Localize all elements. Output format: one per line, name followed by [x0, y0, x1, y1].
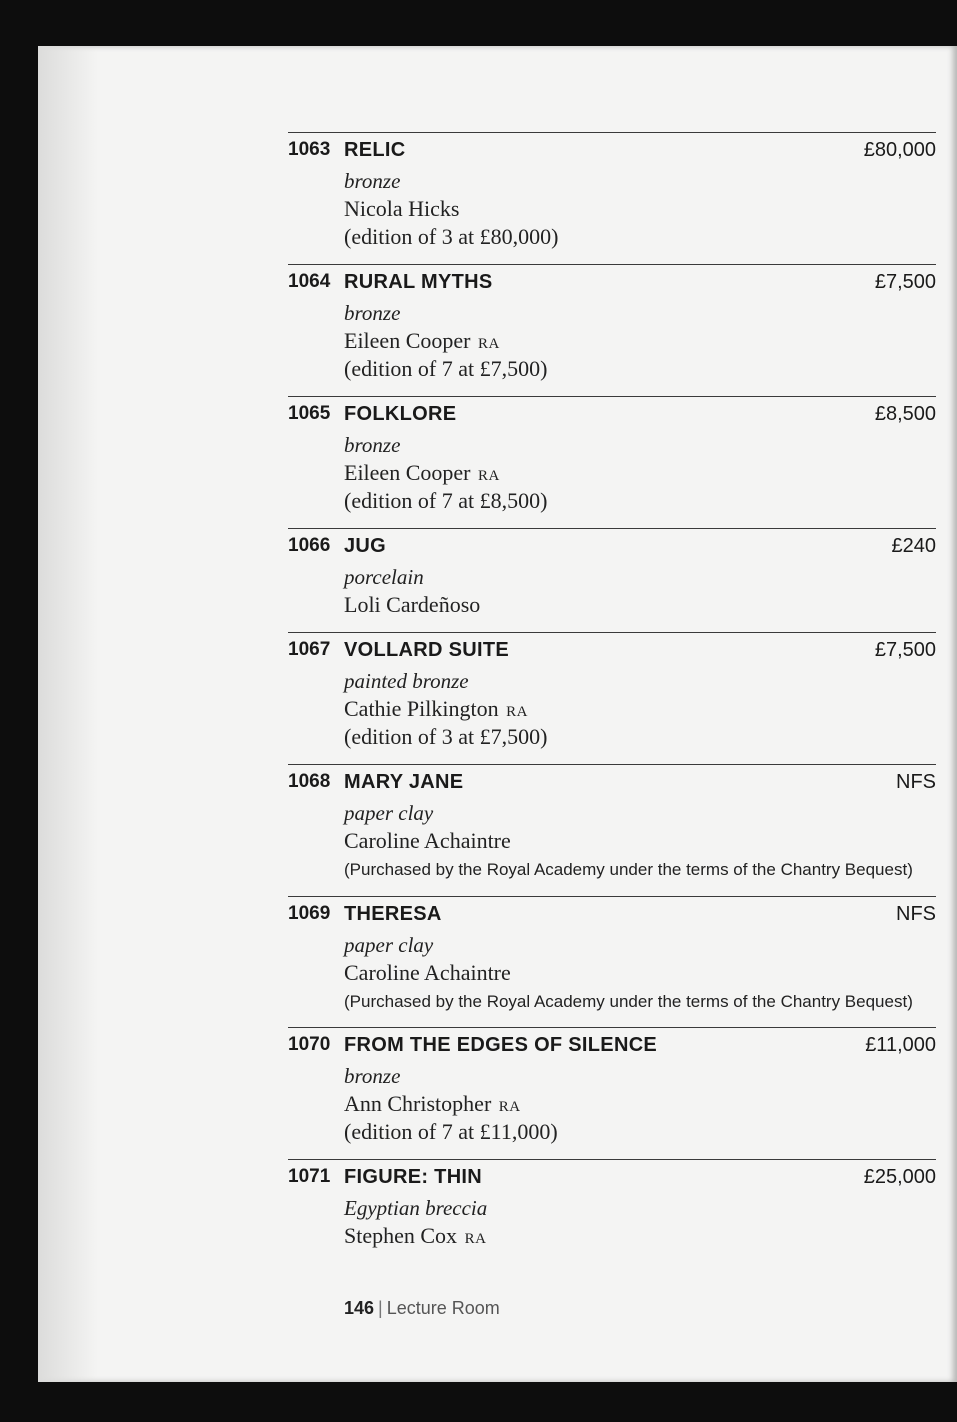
entry-edition: (edition of 3 at £7,500) — [344, 724, 548, 749]
entry-price: £7,500 — [874, 639, 936, 661]
entry-note: (Purchased by the Royal Academy under the terms of the Chantry Bequest) — [344, 992, 913, 1011]
entry-artist — [344, 592, 480, 618]
entry-number: 1064 — [288, 271, 331, 292]
catalogue-entry — [288, 632, 936, 749]
entry-price: NFS — [896, 771, 936, 793]
entry-medium: paper clay — [344, 933, 434, 957]
artist-name: Loli Cardeñoso — [344, 592, 481, 617]
entry-title: RELIC — [344, 139, 406, 161]
artist-name: Eileen Cooper — [344, 328, 471, 353]
artist-name: Eileen Cooper — [344, 460, 471, 485]
catalogue-page — [38, 46, 957, 1382]
page-number: 146 — [344, 1298, 375, 1318]
entry-medium: paper clay — [344, 801, 434, 825]
artist-name: Ann Christopher — [344, 1091, 492, 1116]
entry-number: 1065 — [288, 403, 331, 424]
entry-medium: Egyptian breccia — [344, 1196, 488, 1220]
footer-separator: | — [378, 1298, 383, 1318]
entry-edition: (edition of 7 at £11,000) — [344, 1119, 558, 1144]
catalogue-entry — [288, 764, 936, 879]
entry-number: 1067 — [288, 639, 331, 660]
artist-name: Nicola Hicks — [344, 196, 460, 221]
entry-medium: painted bronze — [344, 669, 469, 693]
entry-price: £240 — [891, 535, 936, 557]
entry-medium: porcelain — [344, 565, 424, 589]
entry-medium: bronze — [344, 301, 401, 325]
entry-title: FROM THE EDGES OF SILENCE — [344, 1034, 658, 1056]
entry-price: £25,000 — [863, 1166, 936, 1188]
entry-price: £8,500 — [874, 403, 936, 425]
entry-title: RURAL MYTHS — [344, 271, 493, 293]
entry-number: 1068 — [288, 771, 331, 792]
entry-artist — [344, 828, 511, 854]
artist-name: Cathie Pilkington — [344, 696, 499, 721]
catalogue-entry — [288, 528, 936, 617]
entry-number: 1063 — [288, 139, 331, 160]
ra-suffix: RA — [464, 1231, 487, 1247]
catalogue-entry — [288, 132, 936, 249]
catalogue-entry — [288, 896, 936, 1011]
entry-artist — [344, 696, 528, 722]
entry-medium: bronze — [344, 169, 401, 193]
artist-name: Caroline Achaintre — [344, 960, 511, 985]
entry-title: FIGURE: THIN — [344, 1166, 483, 1188]
entry-edition: (edition of 7 at £8,500) — [344, 488, 548, 513]
entry-number: 1070 — [288, 1034, 331, 1055]
entry-edition: (edition of 7 at £7,500) — [344, 356, 548, 381]
entry-title: THERESA — [344, 903, 442, 925]
entry-price: £11,000 — [865, 1034, 936, 1056]
entry-note: (Purchased by the Royal Academy under the terms of the Chantry Bequest) — [344, 860, 913, 879]
artist-name: Stephen Cox — [344, 1223, 458, 1248]
ra-suffix: RA — [477, 468, 500, 484]
entry-artist — [344, 460, 500, 486]
entry-number: 1066 — [288, 535, 331, 556]
catalogue-entry — [288, 1027, 936, 1144]
ra-suffix: RA — [498, 1099, 521, 1115]
section-name: Lecture Room — [386, 1298, 500, 1318]
entry-edition: (edition of 3 at £80,000) — [344, 224, 559, 249]
entry-price: £7,500 — [874, 271, 936, 293]
entry-title: JUG — [344, 535, 387, 557]
entry-artist — [344, 328, 500, 354]
entry-medium: bronze — [344, 433, 401, 457]
entry-number: 1069 — [288, 903, 331, 924]
page-edge-shadow — [38, 46, 98, 1382]
entry-title: VOLLARD SUITE — [344, 639, 510, 661]
entry-medium: bronze — [344, 1064, 401, 1088]
entry-artist — [344, 1091, 521, 1117]
catalogue-entry — [288, 396, 936, 513]
entry-artist — [344, 196, 459, 222]
catalogue-entry — [288, 264, 936, 381]
entry-artist — [344, 1223, 486, 1249]
entry-artist — [344, 960, 511, 986]
entry-title: MARY JANE — [344, 771, 464, 793]
entry-price: NFS — [896, 903, 936, 925]
entry-number: 1071 — [288, 1166, 331, 1187]
entry-price: £80,000 — [863, 139, 936, 161]
page-footer — [344, 1298, 500, 1319]
entry-title: FOLKLORE — [344, 403, 457, 425]
ra-suffix: RA — [477, 336, 500, 352]
artist-name: Caroline Achaintre — [344, 828, 511, 853]
ra-suffix: RA — [506, 704, 528, 720]
catalogue-entry — [288, 1159, 936, 1248]
